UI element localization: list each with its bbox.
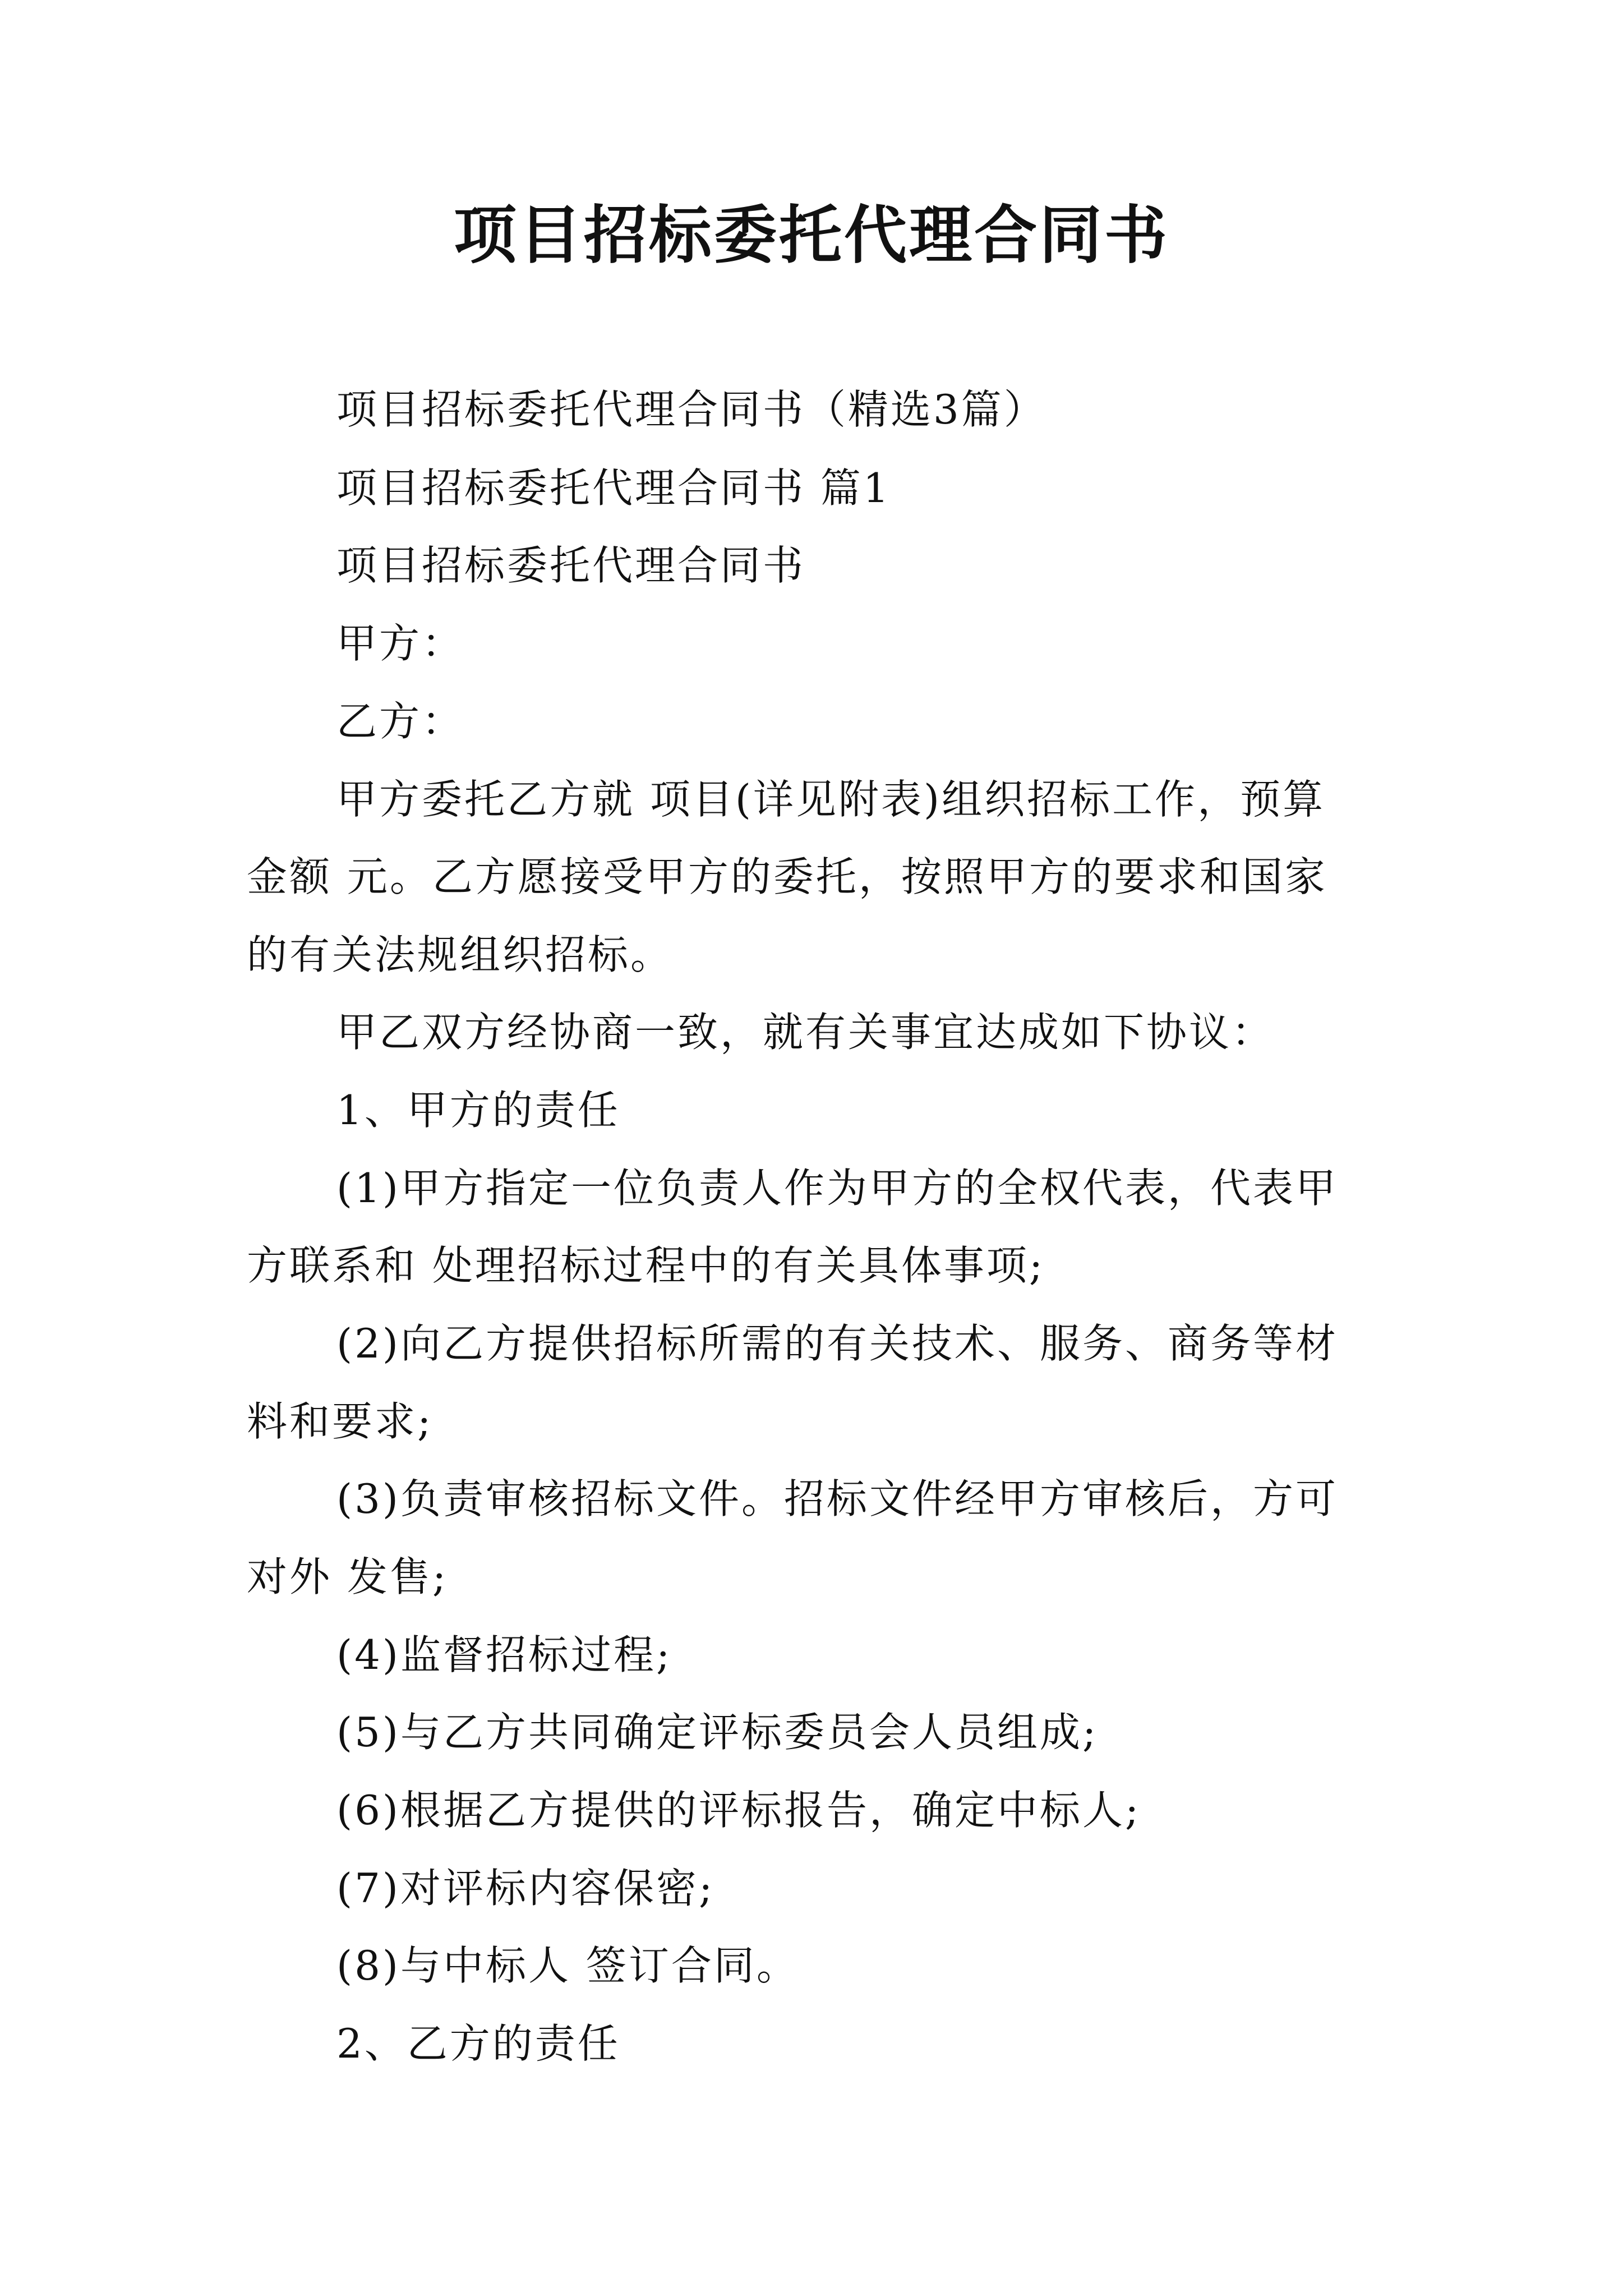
clause-item-line: 料和要求;: [247, 1398, 434, 1445]
paragraph-line: 甲乙双方经协商一致，就有关事宜达成如下协议：: [336, 1009, 1275, 1056]
clause-item-line: 方联系和 处理招标过程中的有关具体事项;: [247, 1242, 1045, 1289]
party-a-line: 甲方：: [336, 620, 465, 667]
paragraph-line: 甲方委托乙方就 项目(详见附表)组织招标工作，预算: [336, 776, 1326, 823]
section-heading: 项目招标委托代理合同书 篇1: [336, 464, 891, 512]
paragraph-line: 的有关法规组织招标。: [247, 931, 674, 978]
clause-item-line: (8)与中标人 签订合同。: [336, 1942, 799, 1989]
clause-item-line: 对外 发售;: [247, 1553, 449, 1600]
subtitle-line: 项目招标委托代理合同书（精选3篇）: [336, 386, 1046, 433]
party-b-line: 乙方：: [336, 698, 465, 745]
clause-item-line: (7)对评标内容保密;: [336, 1865, 715, 1912]
clause-heading: 2、乙方的责任: [336, 2020, 620, 2067]
clause-item-line: (3)负责审核招标文件。招标文件经甲方审核后，方可: [336, 1475, 1338, 1522]
clause-heading: 1、甲方的责任: [336, 1087, 620, 1134]
clause-item-line: (1)甲方指定一位负责人作为甲方的全权代表，代表甲: [336, 1165, 1338, 1212]
paragraph-line: 金额 元。乙方愿接受甲方的委托，按照甲方的要求和国家: [247, 853, 1327, 900]
clause-item-line: (2)向乙方提供招标所需的有关技术、服务、商务等材: [336, 1320, 1338, 1367]
clause-item-line: (4)监督招标过程;: [336, 1631, 672, 1678]
clause-item-line: (6)根据乙方提供的评标报告，确定中标人;: [336, 1787, 1141, 1834]
document-title: 项目招标委托代理合同书: [454, 199, 1169, 272]
clause-item-line: (5)与乙方共同确定评标委员会人员组成;: [336, 1709, 1099, 1756]
contract-name-line: 项目招标委托代理合同书: [336, 542, 806, 589]
